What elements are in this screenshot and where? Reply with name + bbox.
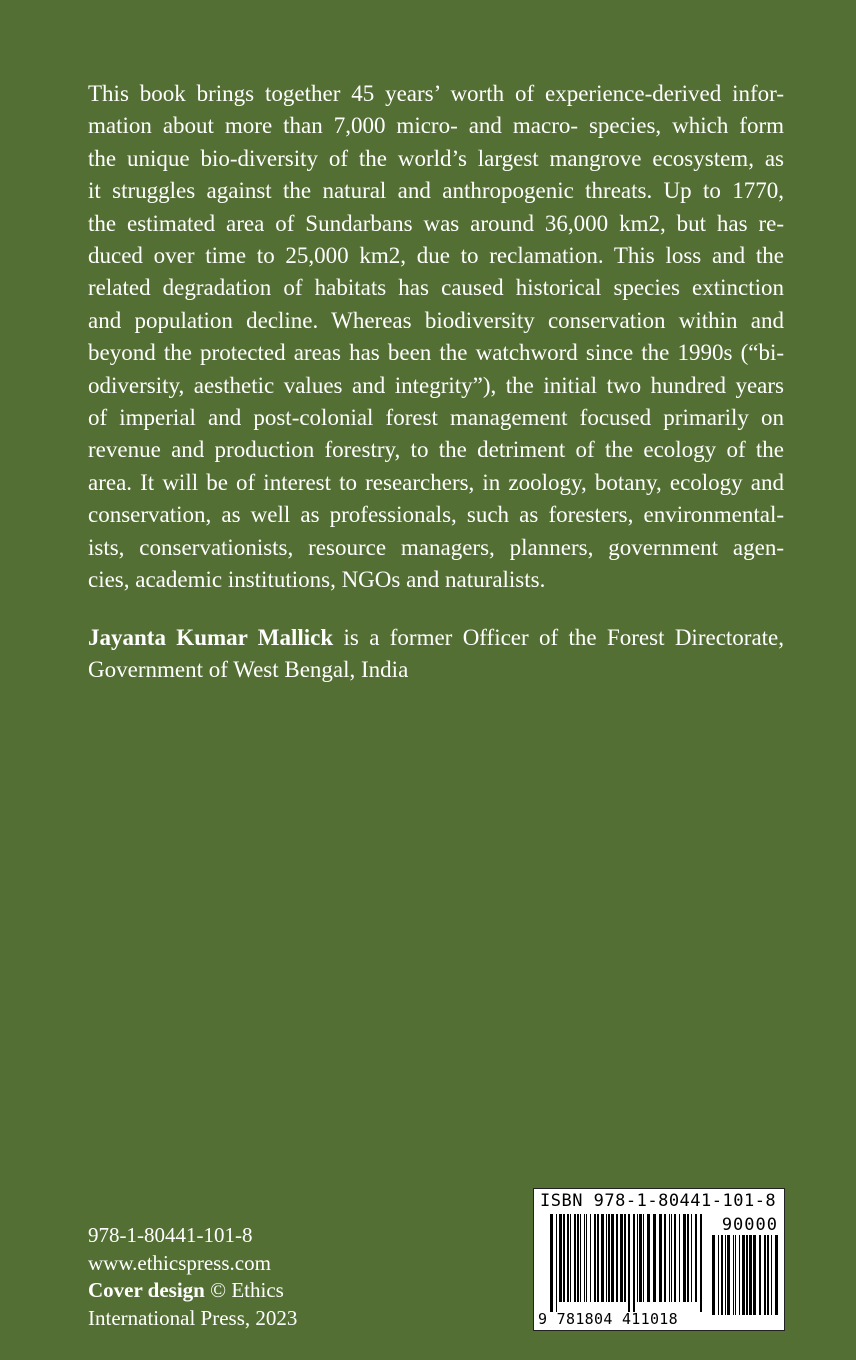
description-line: and population decline. Whereas biodiversity conservation within and <box>88 307 784 333</box>
barcode-bar <box>664 1214 666 1302</box>
barcode-bar <box>725 1235 726 1315</box>
description-line: area. It will be of interest to researchers, in zoology, botany, ecology and <box>88 469 784 495</box>
description-line: This book brings together 45 years’ worth of experience-derived infor- <box>88 81 784 106</box>
barcode-bar <box>712 1235 715 1315</box>
description-line: odiversity, aesthetic values and integrity”), the initial two hundred years <box>88 372 784 398</box>
barcode-bar <box>659 1214 662 1302</box>
barcode-bar <box>671 1214 672 1302</box>
barcode-bar <box>586 1214 587 1302</box>
barcode-bar <box>653 1214 656 1302</box>
barcode-bar <box>683 1214 686 1302</box>
barcode-bar <box>584 1214 585 1302</box>
barcode-bar <box>739 1235 740 1315</box>
barcode-bar <box>624 1214 626 1302</box>
barcode-digits: 9 781804 411018 <box>538 1310 678 1328</box>
barcode-bar <box>669 1214 670 1302</box>
barcode-bar <box>643 1214 644 1302</box>
barcode-bar <box>647 1214 650 1302</box>
barcode-isbn-label: ISBN 978-1-80441-101-8 <box>540 1191 777 1211</box>
barcode-bars-icon <box>550 1214 704 1312</box>
barcode-bar <box>633 1214 635 1312</box>
description-line: duced over time to 25,000 km2, due to reclamation. This loss and the <box>88 243 784 269</box>
barcode-bar <box>727 1235 730 1315</box>
barcode-bar <box>637 1214 638 1302</box>
cover-credit-text: © Ethics <box>204 1278 284 1302</box>
description-line: the unique bio-diversity of the world’s largest mangrove ecosystem, as <box>88 145 784 171</box>
barcode-bar <box>759 1235 761 1315</box>
barcode-bar <box>620 1214 623 1302</box>
barcode-bar <box>570 1214 571 1302</box>
description-line: of imperial and post-colonial forest management focused primarily on <box>88 405 784 431</box>
barcode-bar <box>559 1214 562 1302</box>
barcode-bar <box>749 1235 752 1315</box>
barcode-bar <box>608 1214 610 1302</box>
barcode-bar <box>577 1214 579 1302</box>
barcode-bar <box>590 1214 591 1302</box>
barcode-price-code: 90000 <box>721 1215 778 1235</box>
isbn-text: 978-1-80441-101-8 <box>88 1223 253 1247</box>
barcode-bar <box>764 1235 766 1315</box>
barcode-bar <box>616 1214 618 1302</box>
barcode-bar <box>691 1214 692 1302</box>
barcode-bar <box>775 1235 778 1315</box>
description-line: mation about more than 7,000 micro- and macro- species, which form <box>88 113 784 139</box>
book-description <box>88 78 784 597</box>
isbn-barcode <box>533 1188 785 1331</box>
barcode-bar <box>746 1235 748 1315</box>
barcode-bar <box>687 1214 689 1302</box>
publisher-name: International Press, 2023 <box>88 1305 298 1330</box>
barcode-bar <box>742 1235 745 1315</box>
author-bio <box>88 622 784 687</box>
barcode-bar <box>628 1214 630 1312</box>
barcode-addon-bars-icon <box>712 1235 778 1325</box>
barcode-bar <box>735 1235 736 1315</box>
cover-credit-line <box>88 1277 508 1305</box>
description-line: related degradation of habitats has caused historical species extinction <box>88 275 784 301</box>
cover-design-label: Cover design <box>88 1278 205 1302</box>
barcode-bar <box>574 1214 576 1302</box>
imprint-block <box>88 1222 508 1332</box>
barcode-bar <box>550 1214 553 1312</box>
description-line: cies, academic institutions, NGOs and naturalists. <box>88 567 546 593</box>
barcode-bar <box>718 1235 719 1315</box>
barcode-bar <box>674 1214 676 1302</box>
barcode-bar <box>695 1214 697 1302</box>
barcode-bar <box>606 1214 607 1302</box>
barcode-bar <box>611 1214 614 1302</box>
barcode-bar <box>567 1214 569 1302</box>
publisher-website: www.ethicspress.com <box>88 1250 271 1275</box>
barcode-bar <box>771 1235 772 1315</box>
description-line: revenue and production forestry, to the detriment of the ecology of the <box>88 437 784 463</box>
barcode-bar <box>601 1214 604 1302</box>
description-line: conservation, as well as professionals, such as foresters, environmental- <box>88 502 784 528</box>
author-name: Jayanta Kumar Mallick <box>88 625 334 650</box>
barcode-bar <box>679 1214 680 1302</box>
barcode-bar <box>556 1214 557 1312</box>
barcode-bar <box>594 1214 596 1302</box>
barcode-bar <box>721 1235 723 1315</box>
description-line: ists, conservationists, resource managers, planners, government agen- <box>88 534 784 560</box>
barcode-bar <box>597 1214 599 1302</box>
barcode-bar <box>580 1214 581 1302</box>
barcode-bar <box>639 1214 642 1302</box>
author-bio-text: is a former Officer of the Forest Directorate, Government of West Bengal, India <box>88 625 785 683</box>
barcode-bar <box>767 1235 769 1315</box>
barcode-bar <box>563 1214 565 1302</box>
barcode-bar <box>700 1214 702 1312</box>
description-line: the estimated area of Sundarbans was around 36,000 km2, but has re- <box>88 210 784 236</box>
barcode-bar <box>753 1235 756 1315</box>
barcode-bar <box>733 1235 734 1315</box>
description-line: beyond the protected areas has been the watchword since the 1990s (“bi- <box>88 340 784 366</box>
description-line: it struggles against the natural and anthropogenic threats. Up to 1770, <box>88 178 784 204</box>
